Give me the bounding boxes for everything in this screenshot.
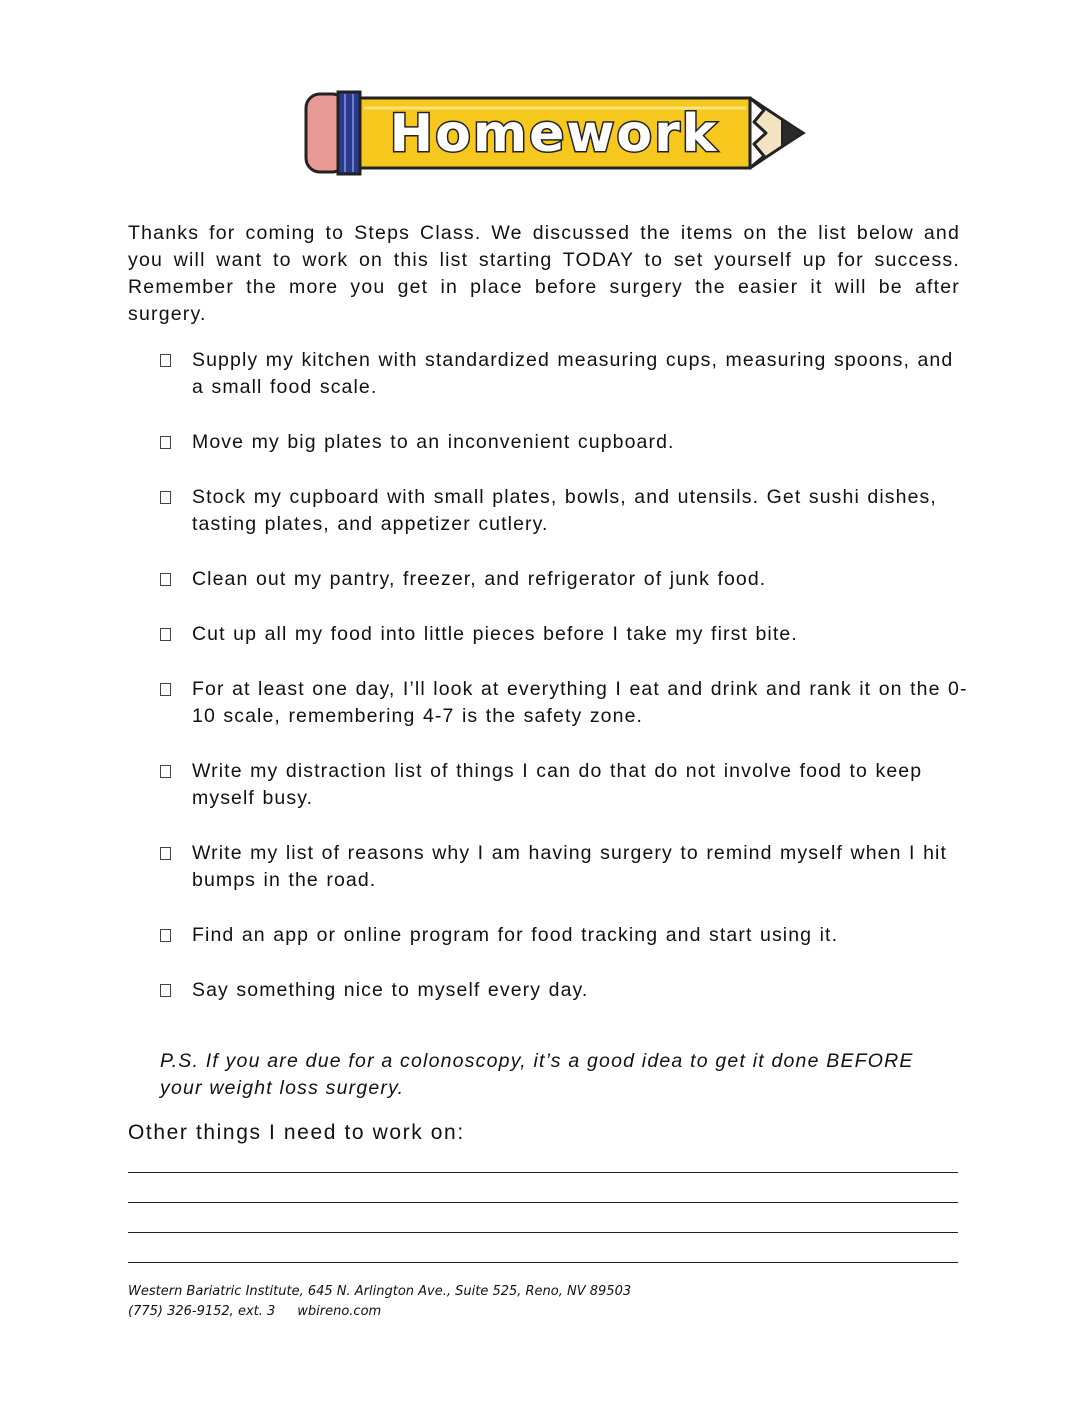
checklist-item xyxy=(160,484,968,538)
checklist-item-text: Cut up all my food into little pieces before I take my first bite. xyxy=(192,623,798,645)
checklist-item-text: Write my distraction list of things I can do that do not involve food to keep myself busy. xyxy=(192,760,923,809)
checkbox[interactable] xyxy=(160,491,171,504)
checklist-item-text: Stock my cupboard with small plates, bowls, and utensils. Get sushi dishes, tasting plates, and appetizer cutlery. xyxy=(192,486,937,535)
checklist-item xyxy=(160,922,968,949)
writing-line[interactable] xyxy=(128,1232,958,1233)
checklist-item-text: Supply my kitchen with standardized measuring cups, measuring spoons, and a small food scale. xyxy=(192,349,954,398)
checkbox[interactable] xyxy=(160,683,171,696)
checkbox[interactable] xyxy=(160,847,171,860)
other-things-heading: Other things I need to work on: xyxy=(128,1121,465,1144)
postscript-note: P.S. If you are due for a colonoscopy, it’s a good idea to get it done BEFORE your weight loss surgery. xyxy=(160,1050,914,1099)
checkbox[interactable] xyxy=(160,354,171,367)
footer-address: Western Bariatric Institute, 645 N. Arlington Ave., Suite 525, Reno, NV 89503 xyxy=(128,1284,632,1299)
checklist-item xyxy=(160,566,968,593)
checkbox[interactable] xyxy=(160,765,171,778)
writing-line[interactable] xyxy=(128,1262,958,1263)
footer xyxy=(128,1282,631,1322)
intro-paragraph: Thanks for coming to Steps Class. We discussed the items on the list below and you will want to work on this list starting TODAY to set yourself up for success. Remember the more you get in place before surgery the easier it will be after surgery. xyxy=(128,222,960,325)
checkbox[interactable] xyxy=(160,436,171,449)
checklist-item xyxy=(160,347,968,401)
footer-phone: (775) 326-9152, ext. 3 xyxy=(128,1304,276,1319)
checklist-item-text: Clean out my pantry, freezer, and refrigerator of junk food. xyxy=(192,568,767,590)
pencil-tip xyxy=(782,119,804,147)
checklist-item xyxy=(160,977,968,1004)
checklist-item-text: Move my big plates to an inconvenient cupboard. xyxy=(192,431,675,453)
checklist-item xyxy=(160,429,968,456)
homework-checklist xyxy=(160,347,968,1004)
checklist-item-text: For at least one day, I’ll look at everything I eat and drink and rank it on the 0-10 scale, remembering 4-7 is the safety zone. xyxy=(192,678,968,727)
pencil-band xyxy=(338,92,360,174)
checklist-item-text: Write my list of reasons why I am having surgery to remind myself when I hit bumps in the road. xyxy=(192,842,947,891)
homework-pencil-logo xyxy=(302,86,808,178)
checklist-item-text: Find an app or online program for food tracking and start using it. xyxy=(192,924,839,946)
logo-text: Homework xyxy=(389,104,719,164)
checklist-item xyxy=(160,758,968,812)
checklist-item xyxy=(160,840,968,894)
checklist-item xyxy=(160,676,968,730)
footer-website[interactable]: wbireno.com xyxy=(297,1304,382,1319)
footer-contact xyxy=(128,1302,631,1322)
writing-line[interactable] xyxy=(128,1202,958,1203)
checklist-item xyxy=(160,621,968,648)
checkbox[interactable] xyxy=(160,929,171,942)
writing-line[interactable] xyxy=(128,1172,958,1173)
checkbox[interactable] xyxy=(160,984,171,997)
checkbox[interactable] xyxy=(160,573,171,586)
checklist-item-text: Say something nice to myself every day. xyxy=(192,979,589,1001)
checkbox[interactable] xyxy=(160,628,171,641)
